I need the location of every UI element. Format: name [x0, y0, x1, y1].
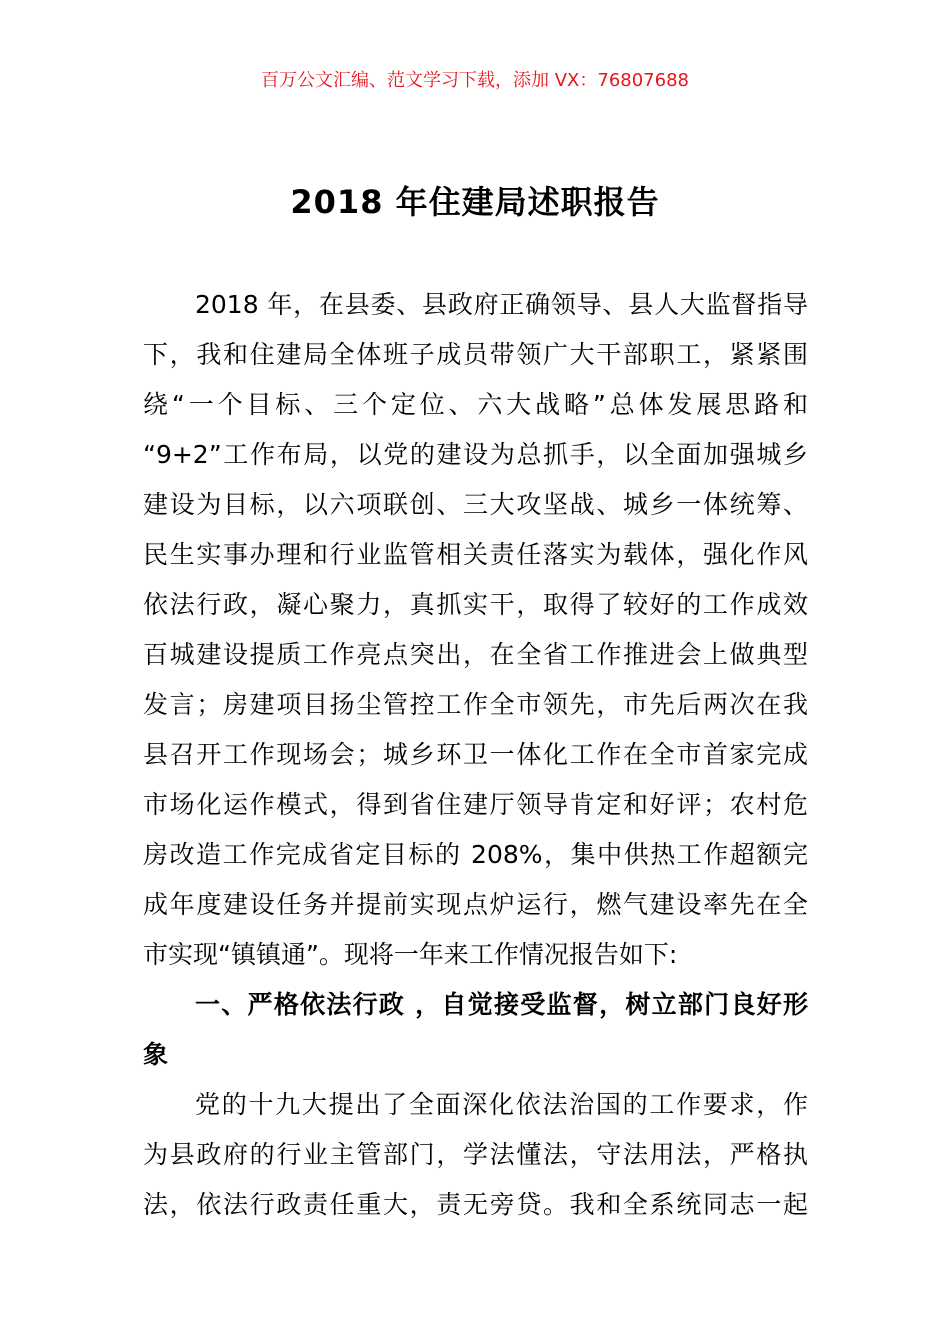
text-line: 依法行政，凝心聚力，真抓实干，取得了较好的工作成效 — [143, 590, 808, 619]
document-body — [143, 280, 808, 1230]
text-line: 2018 年，在县委、县政府正确领导、县人大监督指导 — [195, 290, 808, 319]
text-line: 成年度建设任务并提前实现点炉运行，燃气建设率先在全 — [143, 890, 808, 919]
watermark-banner: 百万公文汇编、范文学习下载，添加 VX：76807688 — [261, 70, 689, 91]
text-line: 党的十九大提出了全面深化依法治国的工作要求，作 — [195, 1090, 808, 1119]
text-line: 市实现“镇镇通”。现将一年来工作情况报告如下: — [143, 940, 678, 969]
section-heading-1 — [143, 980, 808, 1080]
text-line: 绕“一个目标、三个定位、六大战略”总体发展思路和 — [143, 390, 808, 419]
text-line: 县召开工作现场会；城乡环卫一体化工作在全市首家完成 — [143, 740, 808, 769]
text-line: 百城建设提质工作亮点突出，在全省工作推进会上做典型 — [143, 640, 808, 669]
document-title: 2018 年住建局述职报告 — [290, 183, 660, 221]
text-line: 下，我和住建局全体班子成员带领广大干部职工，紧紧围 — [143, 340, 808, 369]
paragraph-intro — [143, 280, 808, 980]
text-line: 民生实事办理和行业监管相关责任落实为载体，强化作风 — [143, 540, 808, 569]
text-line: 为县政府的行业主管部门，学法懂法，守法用法，严格执 — [143, 1140, 808, 1169]
paragraph-section-1 — [143, 1080, 808, 1230]
text-line: 法，依法行政责任重大，责无旁贷。我和全系统同志一起 — [143, 1190, 808, 1219]
text-line: 市场化运作模式，得到省住建厅领导肯定和好评；农村危 — [143, 790, 808, 819]
heading-line: 象 — [143, 1040, 169, 1069]
text-line: “9+2”工作布局，以党的建设为总抓手，以全面加强城乡 — [143, 440, 808, 469]
text-line: 发言；房建项目扬尘管控工作全市领先，市先后两次在我 — [143, 690, 808, 719]
heading-line: 一、严格依法行政 ，自觉接受监督，树立部门良好形 — [195, 990, 808, 1019]
text-line: 房改造工作完成省定目标的 208%，集中供热工作超额完 — [143, 840, 808, 869]
text-line: 建设为目标，以六项联创、三大攻坚战、城乡一体统筹、 — [143, 490, 808, 519]
